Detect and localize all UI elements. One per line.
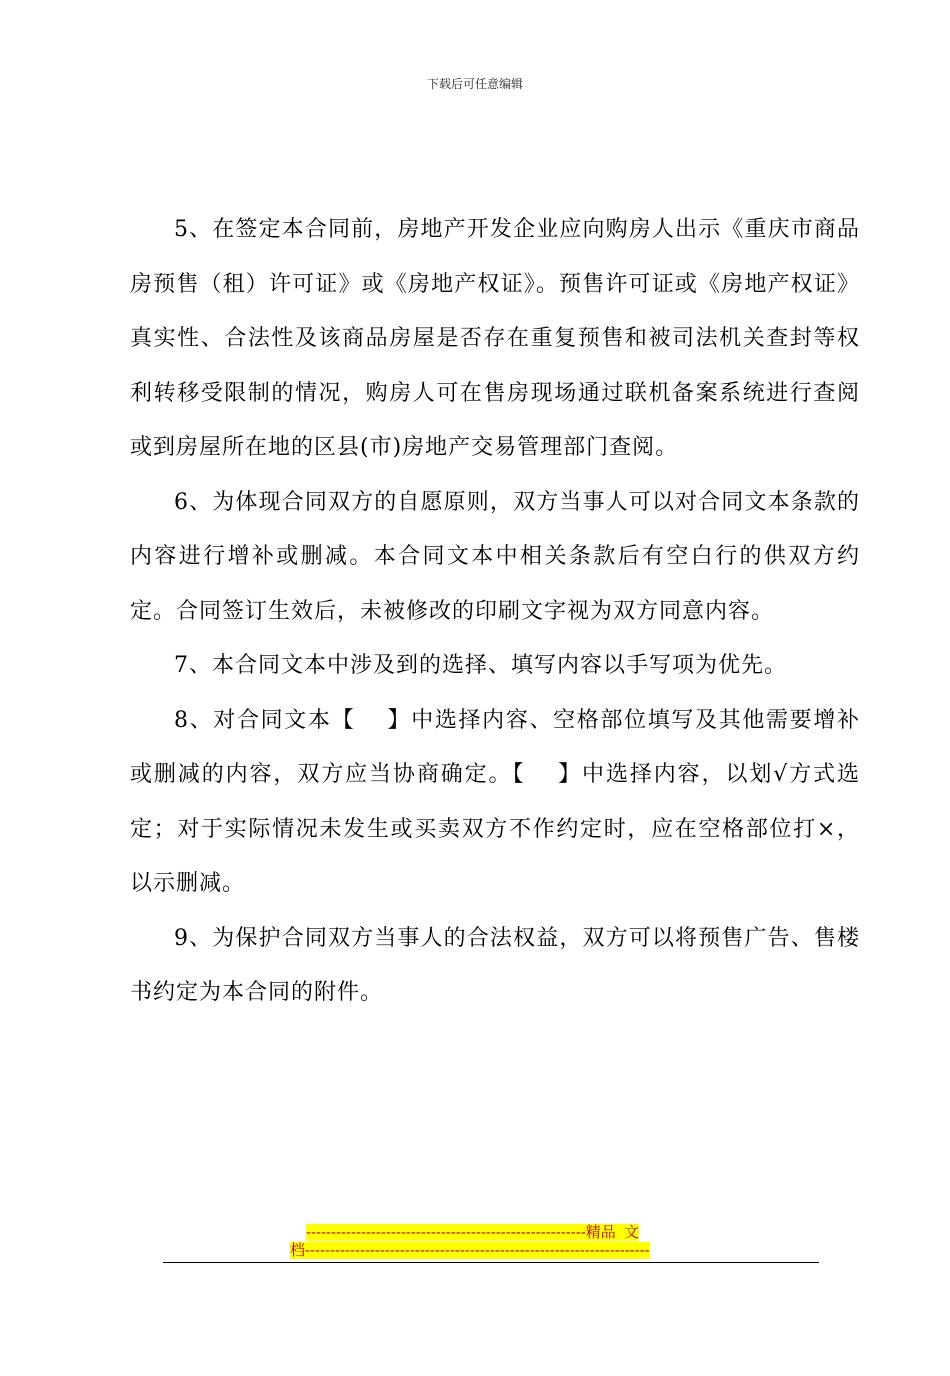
paragraph-6: 6、为体现合同双方的自愿原则，双方当事人可以对合同文本条款的内容进行增补或删减。本合同文本中相关条款后有空白行的供双方约定。合同签订生效后，未被修改的印刷文字视为双方同意内容。	[130, 489, 860, 624]
footer-banner-line-2: 档---------------------------------------------------------------------	[290, 1242, 650, 1259]
paragraph-5: 5、在签定本合同前，房地产开发企业应向购房人出示《重庆市商品房预售（租）许可证》或《房地产权证》。预售许可证或《房地产权证》真实性、合法性及该商品房屋是否存在重复预售和被司法机关查封等权利转移受限制的情况，购房人可在售房现场通过联机备案系统进行查阅或到房屋所在地的区县(市)房地产交易管理部门查阅。	[130, 217, 860, 460]
footer-divider	[163, 1262, 819, 1263]
header-note: 下载后可任意编辑	[426, 77, 523, 91]
paragraph-8: 8、对合同文本【 】中选择内容、空格部位填写及其他需要增补或删减的内容，双方应当协商确定。【 】中选择内容，以划√方式选定；对于实际情况未发生或买卖双方不作约定时，应在空格部位打×，以示删减。	[130, 707, 860, 896]
document-body	[130, 203, 860, 1021]
footer-banner	[290, 1224, 690, 1260]
paragraph-9: 9、为保护合同双方当事人的合法权益，双方可以将预售广告、售楼书约定为本合同的附件。	[130, 925, 860, 1005]
footer-banner-line-1: --------------------------------------------------------精品 文	[306, 1224, 640, 1241]
paragraph-7: 7、本合同文本中涉及到的选择、填写内容以手写项为优先。	[174, 653, 787, 678]
